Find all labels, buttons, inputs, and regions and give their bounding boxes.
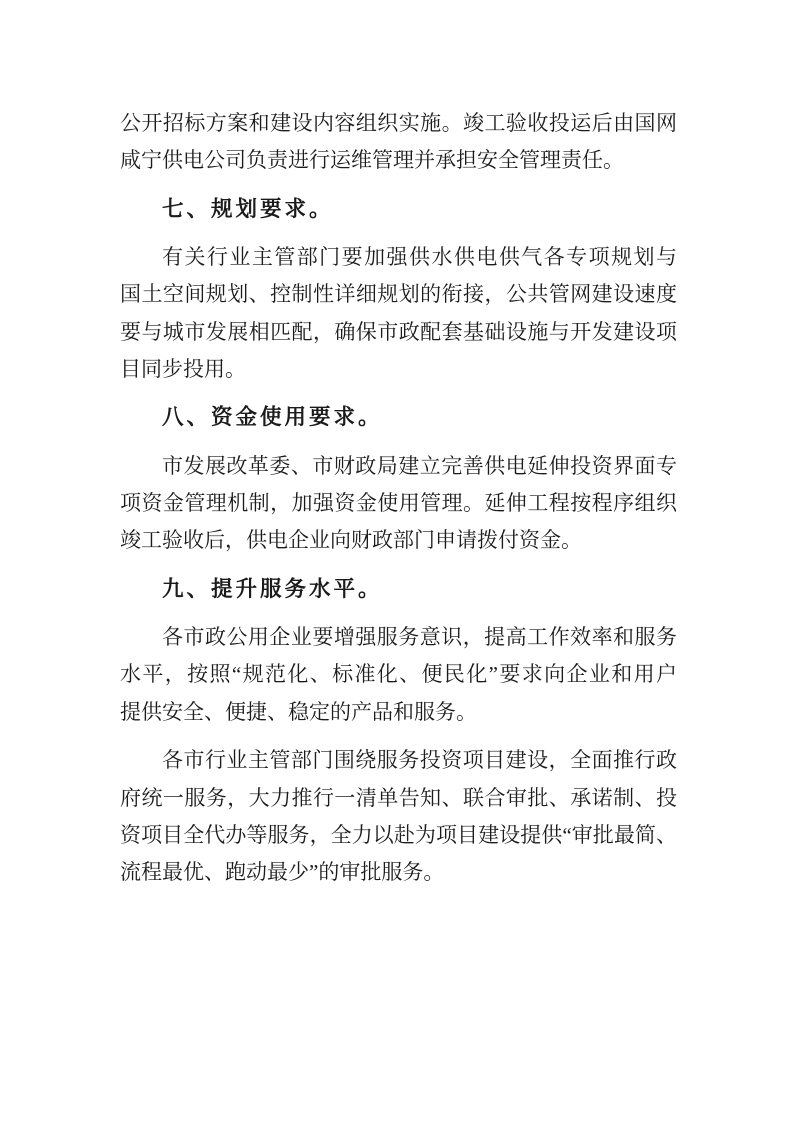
paragraph-line: 竣工验收后，供电企业向财政部门申请拨付资金。	[120, 528, 582, 553]
paragraph-section-7	[120, 239, 677, 388]
paragraph-section-9b	[120, 742, 677, 891]
paragraph-line: 目同步投用。	[120, 357, 246, 382]
paragraph-line: 水平，按照“规范化、标准化、便民化”要求向企业和用户	[120, 662, 677, 687]
paragraph-line: 资项目全代办等服务，全力以赴为项目建设提供“审批最简、	[120, 822, 677, 847]
paragraph-line: 各市行业主管部门围绕服务投资项目建设，全面推行政	[162, 748, 677, 773]
paragraph-section-8	[120, 448, 677, 560]
paragraph-line: 市发展改革委、市财政局建立完善供电延伸投资界面专	[162, 453, 677, 478]
section-heading-9: 九、提升服务水平。	[162, 576, 383, 601]
paragraph-continuation	[120, 105, 677, 180]
paragraph-line: 咸宁供电公司负责进行运维管理并承担安全管理责任。	[120, 148, 624, 173]
section-heading-7: 七、规划要求。	[162, 196, 334, 221]
paragraph-line: 各市政公用企业要增强服务意识，提高工作效率和服务	[162, 625, 677, 650]
paragraph-line: 国土空间规划、控制性详细规划的衔接，公共管网建设速度	[120, 282, 677, 307]
paragraph-line: 府统一服务，大力推行一清单告知、联合审批、承诺制、投	[120, 785, 677, 810]
document-body	[120, 105, 677, 892]
section-heading-8: 八、资金使用要求。	[162, 405, 383, 430]
paragraph-line: 流程最优、跑动最少”的审批服务。	[120, 860, 445, 885]
paragraph-line: 公开招标方案和建设内容组织实施。竣工验收投运后由国网	[120, 111, 677, 135]
paragraph-line: 提供安全、便捷、稳定的产品和服务。	[120, 699, 477, 724]
paragraph-line: 有关行业主管部门要加强供水供电供气各专项规划与	[162, 245, 677, 270]
paragraph-line: 项资金管理机制，加强资金使用管理。延伸工程按程序组织	[120, 491, 677, 516]
paragraph-section-9a	[120, 619, 677, 731]
paragraph-line: 要与城市发展相匹配，确保市政配套基础设施与开发建设项	[120, 319, 677, 344]
